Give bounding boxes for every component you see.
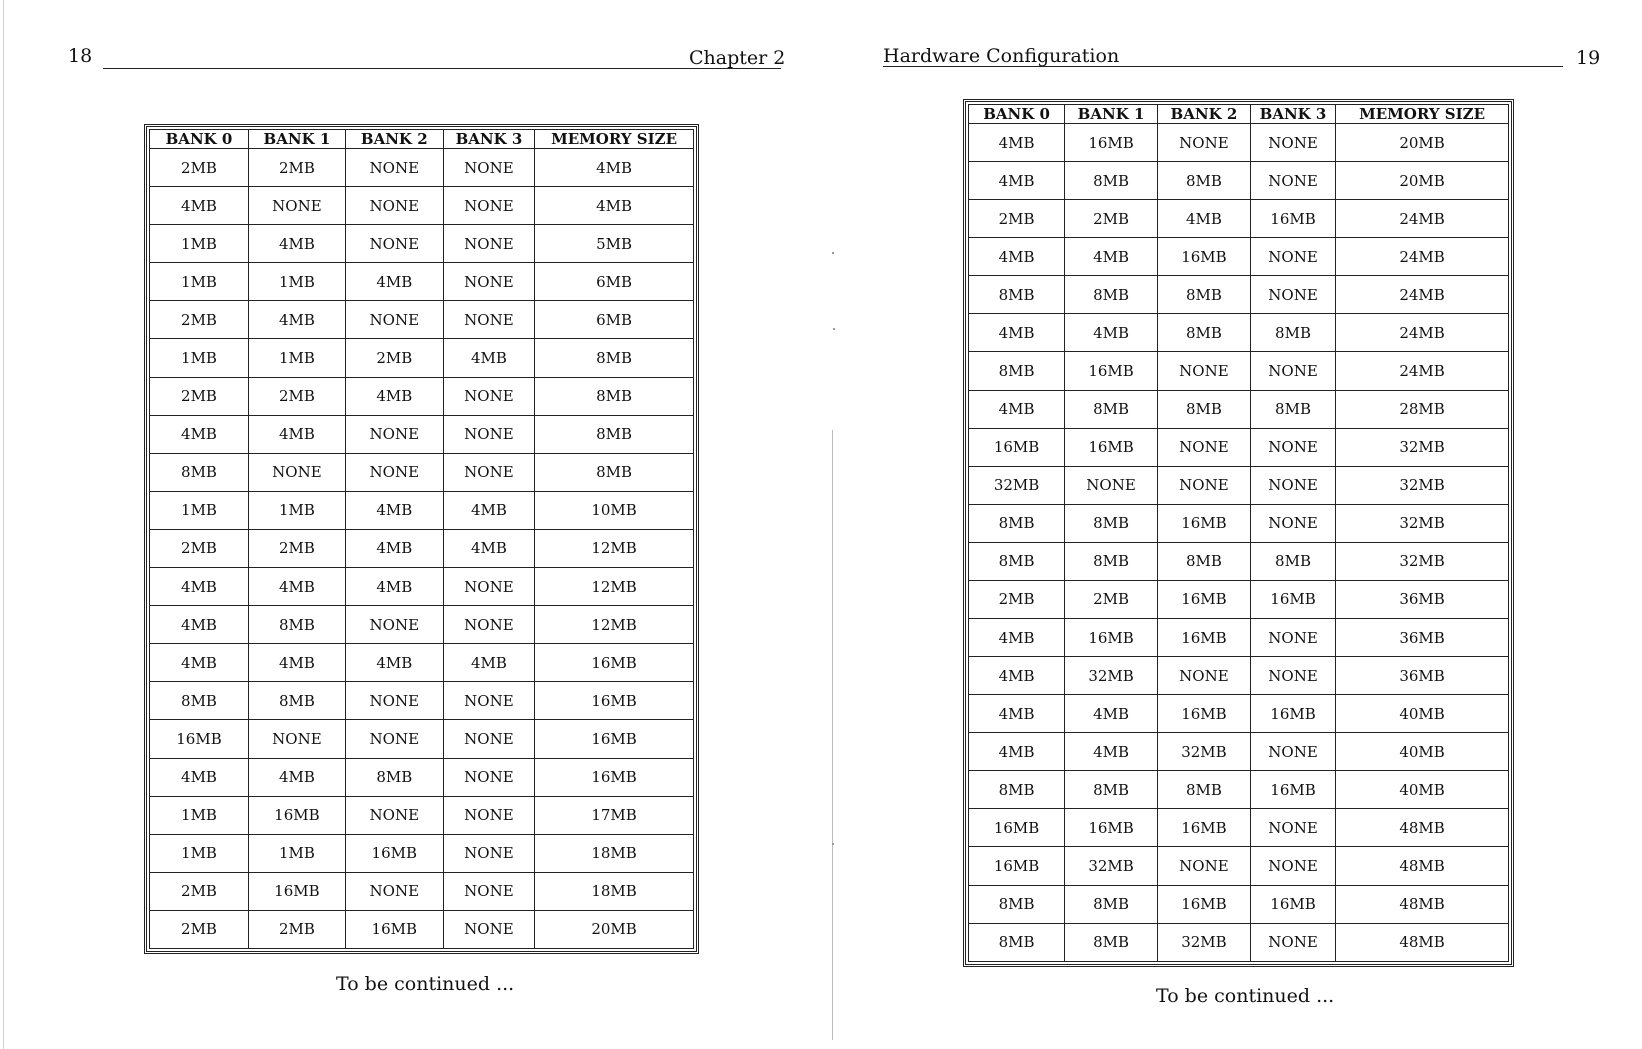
table-cell: 16MB — [1157, 695, 1250, 733]
table-cell: 4MB — [345, 529, 443, 567]
table-cell: 8MB — [345, 758, 443, 796]
header-row — [969, 105, 1509, 124]
table-row — [150, 910, 694, 948]
table-cell: 32MB — [1336, 428, 1509, 466]
table-cell: NONE — [1250, 276, 1335, 314]
memory-config-table — [144, 124, 699, 954]
table-row — [969, 162, 1509, 200]
table-row — [969, 352, 1509, 390]
table-cell: 8MB — [1157, 276, 1250, 314]
table-cell: 36MB — [1336, 619, 1509, 657]
table-row — [969, 733, 1509, 771]
table-cell: 2MB — [345, 339, 443, 377]
table-cell: NONE — [345, 796, 443, 834]
table-cell: NONE — [443, 187, 534, 225]
table-cell: 16MB — [1065, 428, 1158, 466]
table-cell: 2MB — [150, 529, 249, 567]
table-cell: NONE — [249, 453, 346, 491]
table-cell: 16MB — [1250, 200, 1335, 238]
table-row — [969, 314, 1509, 352]
column-header: BANK 0 — [150, 130, 249, 149]
column-header: BANK 0 — [969, 105, 1065, 124]
table-cell: 16MB — [535, 682, 694, 720]
table-row — [969, 200, 1509, 238]
table-cell: 1MB — [249, 491, 346, 529]
table-cell: 16MB — [150, 720, 249, 758]
header-rule — [883, 66, 1563, 67]
table-cell: 8MB — [1065, 923, 1158, 961]
table-cell: 8MB — [535, 453, 694, 491]
table-row — [969, 580, 1509, 618]
table-cell: 4MB — [345, 568, 443, 606]
table-row — [150, 568, 694, 606]
table-cell: 1MB — [249, 834, 346, 872]
table-cell: NONE — [443, 225, 534, 263]
table-cell: NONE — [443, 263, 534, 301]
table-cell: NONE — [345, 682, 443, 720]
table-cell: 32MB — [969, 466, 1065, 504]
table-row — [969, 847, 1509, 885]
table-cell: 8MB — [1065, 276, 1158, 314]
table-cell: 32MB — [1336, 466, 1509, 504]
table-cell: 48MB — [1336, 885, 1509, 923]
table-row — [150, 225, 694, 263]
table-cell: 8MB — [1065, 542, 1158, 580]
table-cell: NONE — [443, 758, 534, 796]
column-header: MEMORY SIZE — [535, 130, 694, 149]
table-cell: 16MB — [1157, 580, 1250, 618]
table-cell: 10MB — [535, 491, 694, 529]
running-header: Hardware Configuration — [883, 45, 1120, 67]
table-cell: 32MB — [1065, 847, 1158, 885]
table-cell: 24MB — [1336, 314, 1509, 352]
table-row — [969, 923, 1509, 961]
table-cell: NONE — [1250, 124, 1335, 162]
table-cell: 6MB — [535, 301, 694, 339]
table-cell: 18MB — [535, 872, 694, 910]
table-cell: 48MB — [1336, 923, 1509, 961]
table-cell: NONE — [443, 453, 534, 491]
table-cell: NONE — [1250, 466, 1335, 504]
table-cell: 24MB — [1336, 352, 1509, 390]
table-cell: 4MB — [969, 162, 1065, 200]
table-cell: NONE — [443, 301, 534, 339]
table-cell: 8MB — [150, 453, 249, 491]
table-cell: NONE — [1250, 238, 1335, 276]
table-cell: NONE — [443, 872, 534, 910]
table-row — [150, 377, 694, 415]
table-cell: NONE — [345, 415, 443, 453]
table-cell: 2MB — [150, 910, 249, 948]
table-cell: 2MB — [150, 301, 249, 339]
table-cell: NONE — [1250, 428, 1335, 466]
table-cell: 32MB — [1336, 542, 1509, 580]
table-cell: 1MB — [150, 834, 249, 872]
table-row — [150, 339, 694, 377]
table-cell: 2MB — [969, 580, 1065, 618]
table-cell: 8MB — [535, 377, 694, 415]
table-row — [969, 695, 1509, 733]
table-row — [969, 771, 1509, 809]
table-cell: 4MB — [150, 568, 249, 606]
table-cell: 4MB — [969, 314, 1065, 352]
table-cell: 8MB — [535, 415, 694, 453]
table-row — [150, 453, 694, 491]
table-cell: 28MB — [1336, 390, 1509, 428]
table-cell: 40MB — [1336, 771, 1509, 809]
table-cell: 4MB — [1065, 695, 1158, 733]
table-row — [150, 263, 694, 301]
table-row — [969, 657, 1509, 695]
table-cell: 8MB — [535, 339, 694, 377]
table-cell: 8MB — [1065, 771, 1158, 809]
table-cell: NONE — [249, 720, 346, 758]
table-row — [969, 390, 1509, 428]
table-cell: 8MB — [1250, 542, 1335, 580]
table-cell: 48MB — [1336, 809, 1509, 847]
table-cell: NONE — [1157, 466, 1250, 504]
table-row — [969, 428, 1509, 466]
table-cell: 1MB — [249, 263, 346, 301]
continued-note: To be continued ... — [1156, 985, 1335, 1007]
table-cell: 1MB — [249, 339, 346, 377]
table-cell: 32MB — [1065, 657, 1158, 695]
table-cell: 4MB — [249, 415, 346, 453]
table-cell: 17MB — [535, 796, 694, 834]
table-cell: 2MB — [249, 529, 346, 567]
scan-speck — [832, 252, 834, 254]
table-row — [969, 276, 1509, 314]
column-header: BANK 3 — [443, 130, 534, 149]
table-cell: 8MB — [1250, 390, 1335, 428]
page-number: 19 — [1576, 47, 1601, 69]
table-cell: NONE — [1157, 657, 1250, 695]
table-cell: NONE — [345, 720, 443, 758]
table-row — [150, 834, 694, 872]
gutter-line — [832, 430, 833, 1040]
table-cell: 2MB — [150, 149, 249, 187]
scan-edge-line — [3, 0, 4, 1049]
table-cell: 48MB — [1336, 847, 1509, 885]
table-cell: 1MB — [150, 263, 249, 301]
table-cell: NONE — [345, 187, 443, 225]
table-cell: 24MB — [1336, 200, 1509, 238]
table-cell: 36MB — [1336, 580, 1509, 618]
table-cell: 16MB — [345, 834, 443, 872]
table-cell: NONE — [1157, 124, 1250, 162]
header-rule — [103, 68, 781, 69]
table-cell: 8MB — [969, 276, 1065, 314]
table-cell: NONE — [1250, 657, 1335, 695]
table-row — [150, 872, 694, 910]
table-cell: NONE — [1250, 733, 1335, 771]
table-row — [969, 124, 1509, 162]
table-cell: 24MB — [1336, 238, 1509, 276]
table-cell: NONE — [443, 415, 534, 453]
running-header: Chapter 2 — [689, 47, 786, 69]
table-cell: 4MB — [345, 491, 443, 529]
column-header: BANK 1 — [1065, 105, 1158, 124]
table-cell: 4MB — [249, 758, 346, 796]
table-cell: NONE — [345, 149, 443, 187]
table-cell: 4MB — [1065, 733, 1158, 771]
table-cell: 8MB — [150, 682, 249, 720]
table-cell: 16MB — [1250, 580, 1335, 618]
table-cell: 16MB — [249, 872, 346, 910]
table-row — [150, 682, 694, 720]
table-cell: 16MB — [1065, 124, 1158, 162]
table-cell: 16MB — [345, 910, 443, 948]
table-cell: 20MB — [1336, 124, 1509, 162]
table-row — [150, 644, 694, 682]
table-row — [969, 238, 1509, 276]
table-cell: NONE — [345, 872, 443, 910]
table-cell: 8MB — [969, 771, 1065, 809]
table-cell: 8MB — [969, 923, 1065, 961]
table-cell: 12MB — [535, 606, 694, 644]
table-cell: 4MB — [969, 238, 1065, 276]
table-cell: NONE — [1250, 619, 1335, 657]
table-row — [969, 809, 1509, 847]
table-cell: 36MB — [1336, 657, 1509, 695]
table-cell: 4MB — [969, 695, 1065, 733]
table-cell: NONE — [345, 301, 443, 339]
table-cell: 8MB — [1065, 504, 1158, 542]
table-cell: NONE — [443, 720, 534, 758]
header-row — [150, 130, 694, 149]
table-cell: NONE — [1250, 809, 1335, 847]
table-cell: 4MB — [443, 529, 534, 567]
table-cell: 5MB — [535, 225, 694, 263]
table-cell: NONE — [443, 910, 534, 948]
column-header: BANK 1 — [249, 130, 346, 149]
column-header: BANK 2 — [345, 130, 443, 149]
table-cell: NONE — [345, 225, 443, 263]
table-cell: 16MB — [1250, 771, 1335, 809]
table-cell: 8MB — [1157, 314, 1250, 352]
table-cell: 2MB — [1065, 580, 1158, 618]
column-header: BANK 3 — [1250, 105, 1335, 124]
table-cell: 16MB — [1065, 352, 1158, 390]
table-cell: 8MB — [969, 542, 1065, 580]
table-cell: 4MB — [150, 415, 249, 453]
table-row — [150, 796, 694, 834]
table-cell: 8MB — [1065, 885, 1158, 923]
table-cell: 4MB — [1065, 238, 1158, 276]
table-cell: 2MB — [150, 377, 249, 415]
table-cell: NONE — [443, 568, 534, 606]
table-cell: 2MB — [969, 200, 1065, 238]
table-cell: 8MB — [1157, 162, 1250, 200]
table-cell: 16MB — [1065, 809, 1158, 847]
table-row — [969, 542, 1509, 580]
table-cell: 4MB — [969, 390, 1065, 428]
table-row — [969, 619, 1509, 657]
table-cell: 8MB — [1065, 162, 1158, 200]
table-cell: NONE — [443, 834, 534, 872]
table-cell: NONE — [249, 187, 346, 225]
table-cell: 8MB — [1250, 314, 1335, 352]
table-cell: 6MB — [535, 263, 694, 301]
table-cell: 4MB — [969, 733, 1065, 771]
table-cell: 4MB — [1065, 314, 1158, 352]
memory-table — [968, 104, 1509, 962]
table-cell: 4MB — [535, 149, 694, 187]
table-cell: NONE — [443, 796, 534, 834]
table-cell: 32MB — [1157, 733, 1250, 771]
table-cell: 4MB — [443, 339, 534, 377]
table-cell: 1MB — [150, 796, 249, 834]
table-cell: NONE — [443, 682, 534, 720]
table-row — [150, 415, 694, 453]
table-cell: 4MB — [345, 263, 443, 301]
table-cell: 16MB — [249, 796, 346, 834]
table-row — [969, 466, 1509, 504]
table-cell: NONE — [345, 453, 443, 491]
table-cell: 16MB — [535, 758, 694, 796]
table-cell: NONE — [1250, 162, 1335, 200]
table-row — [150, 187, 694, 225]
table-cell: 4MB — [249, 568, 346, 606]
table-cell: 4MB — [150, 606, 249, 644]
table-cell: NONE — [443, 377, 534, 415]
table-cell: NONE — [443, 149, 534, 187]
table-cell: 2MB — [249, 377, 346, 415]
table-cell: 4MB — [345, 644, 443, 682]
table-cell: 2MB — [150, 872, 249, 910]
table-cell: 16MB — [535, 644, 694, 682]
table-cell: 4MB — [249, 644, 346, 682]
table-cell: 8MB — [1157, 542, 1250, 580]
table-cell: NONE — [1157, 847, 1250, 885]
table-cell: 16MB — [969, 847, 1065, 885]
table-row — [150, 606, 694, 644]
table-cell: 1MB — [150, 339, 249, 377]
table-cell: 16MB — [1157, 504, 1250, 542]
table-cell: 4MB — [150, 187, 249, 225]
table-cell: NONE — [1157, 352, 1250, 390]
table-row — [150, 758, 694, 796]
table-cell: 4MB — [150, 644, 249, 682]
table-cell: 16MB — [1157, 238, 1250, 276]
table-cell: 1MB — [150, 491, 249, 529]
table-cell: 2MB — [1065, 200, 1158, 238]
table-cell: 2MB — [249, 910, 346, 948]
table-cell: 4MB — [969, 124, 1065, 162]
table-cell: 8MB — [969, 504, 1065, 542]
table-cell: 4MB — [1157, 200, 1250, 238]
table-cell: 16MB — [1157, 619, 1250, 657]
table-cell: 4MB — [345, 377, 443, 415]
table-cell: 16MB — [535, 720, 694, 758]
scan-speck — [833, 328, 835, 330]
table-cell: 8MB — [1157, 390, 1250, 428]
table-cell: 8MB — [1157, 771, 1250, 809]
table-cell: 8MB — [249, 606, 346, 644]
memory-config-table — [963, 99, 1514, 967]
table-cell: 40MB — [1336, 695, 1509, 733]
table-cell: 4MB — [249, 301, 346, 339]
table-cell: NONE — [1250, 352, 1335, 390]
continued-note: To be continued ... — [336, 973, 515, 995]
table-row — [150, 529, 694, 567]
table-cell: NONE — [1250, 923, 1335, 961]
table-cell: 16MB — [1250, 695, 1335, 733]
table-cell: NONE — [1250, 847, 1335, 885]
table-cell: 32MB — [1157, 923, 1250, 961]
table-row — [969, 504, 1509, 542]
table-cell: 16MB — [1250, 885, 1335, 923]
table-cell: 1MB — [150, 225, 249, 263]
table-cell: 8MB — [249, 682, 346, 720]
table-cell: 8MB — [1065, 390, 1158, 428]
table-cell: 12MB — [535, 568, 694, 606]
table-cell: 4MB — [150, 758, 249, 796]
table-row — [150, 491, 694, 529]
table-cell: 16MB — [1157, 809, 1250, 847]
table-row — [969, 885, 1509, 923]
table-cell: NONE — [1250, 504, 1335, 542]
table-cell: 12MB — [535, 529, 694, 567]
table-cell: 4MB — [443, 644, 534, 682]
table-cell: 4MB — [969, 619, 1065, 657]
column-header: MEMORY SIZE — [1336, 105, 1509, 124]
table-cell: 4MB — [969, 657, 1065, 695]
page-number: 18 — [68, 45, 93, 67]
table-row — [150, 301, 694, 339]
table-row — [150, 149, 694, 187]
scan-speck — [832, 843, 834, 845]
table-cell: 4MB — [249, 225, 346, 263]
table-cell: 24MB — [1336, 276, 1509, 314]
table-cell: 4MB — [535, 187, 694, 225]
table-cell: 32MB — [1336, 504, 1509, 542]
table-cell: 8MB — [969, 352, 1065, 390]
table-cell: 4MB — [443, 491, 534, 529]
table-cell: NONE — [345, 606, 443, 644]
table-cell: NONE — [443, 606, 534, 644]
memory-table — [149, 129, 694, 949]
table-cell: 20MB — [535, 910, 694, 948]
table-cell: 18MB — [535, 834, 694, 872]
table-cell: 2MB — [249, 149, 346, 187]
table-cell: 20MB — [1336, 162, 1509, 200]
table-cell: 16MB — [1157, 885, 1250, 923]
column-header: BANK 2 — [1157, 105, 1250, 124]
table-cell: 8MB — [969, 885, 1065, 923]
table-row — [150, 720, 694, 758]
table-cell: 40MB — [1336, 733, 1509, 771]
table-cell: 16MB — [969, 809, 1065, 847]
table-cell: 16MB — [1065, 619, 1158, 657]
table-cell: 16MB — [969, 428, 1065, 466]
table-cell: NONE — [1157, 428, 1250, 466]
table-cell: NONE — [1065, 466, 1158, 504]
